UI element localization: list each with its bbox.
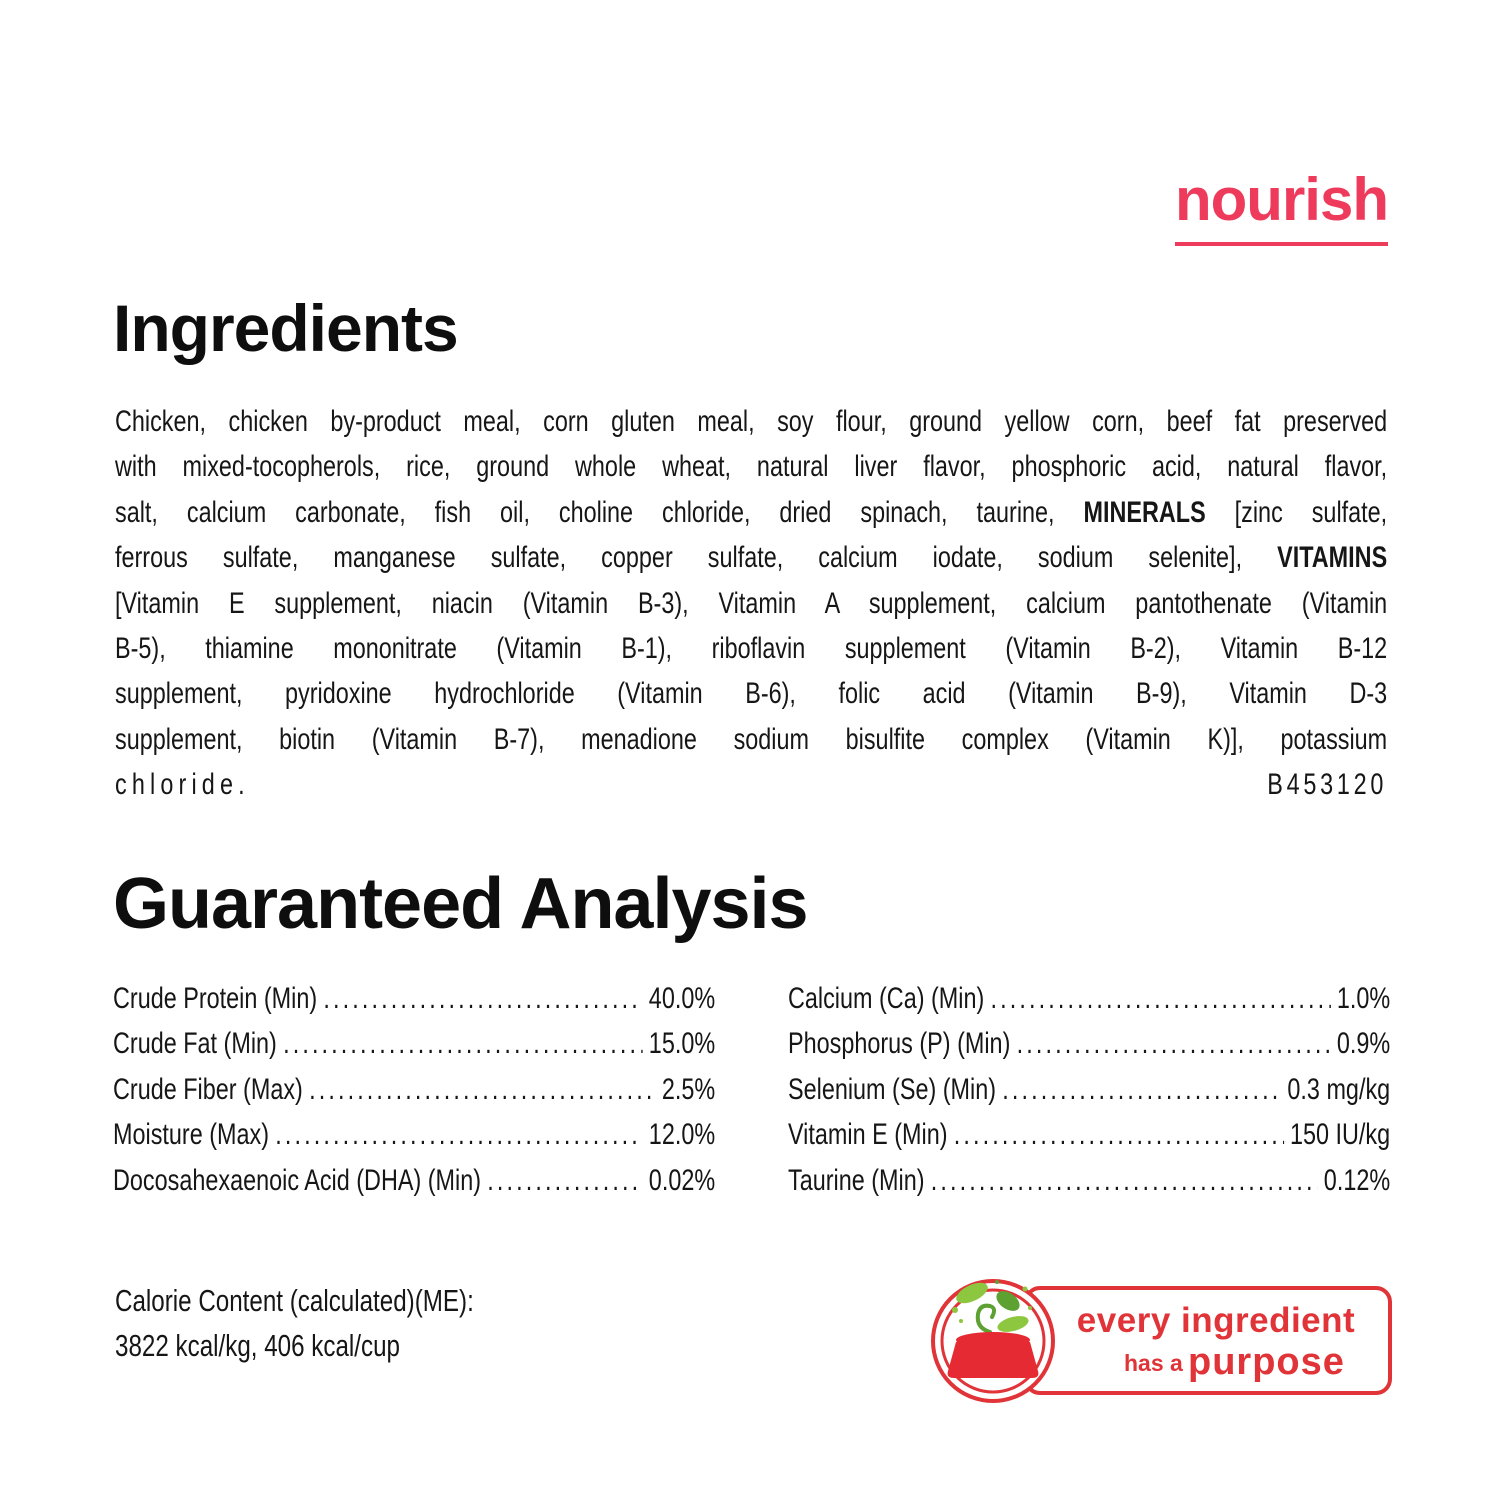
leaf-dot (959, 1319, 963, 1323)
dot-leader (283, 1021, 642, 1066)
ingredients-line (115, 444, 1387, 489)
logo-underline (1175, 242, 1388, 246)
ingredients-line (115, 399, 1387, 444)
badge-line2-small-text: has a (1124, 1350, 1183, 1376)
ingredients-text: salt, calcium carbonate, fish oil, choline chloride, dried spinach, taurine, (115, 495, 1084, 529)
guaranteed-analysis-title: Guaranteed Analysis (113, 864, 808, 944)
analysis-label: Phosphorus (P) (Min) (788, 1027, 1011, 1061)
dot-leader (1002, 1067, 1281, 1112)
dot-leader (309, 1067, 655, 1112)
analysis-row (113, 1021, 715, 1066)
ingredients-title: Ingredients (113, 291, 458, 365)
analysis-value: 2.5% (661, 1072, 716, 1106)
dot-leader (487, 1158, 642, 1203)
analysis-label: Selenium (Se) (Min) (788, 1072, 997, 1106)
ingredients-text: Chicken, chicken by-product meal, corn gluten meal, soy flour, ground yellow corn, beef fat preserved (115, 405, 1388, 438)
bowl-body (948, 1342, 1039, 1378)
pet-bowl-icon (948, 1332, 1039, 1378)
leaf-dot (1023, 1287, 1028, 1292)
leaf-dot (995, 1280, 999, 1284)
analysis-row (788, 1021, 1390, 1066)
analysis-value: 15.0% (648, 1027, 716, 1061)
ingredients-last-line (115, 762, 1387, 807)
analysis-value: 0.02% (648, 1163, 716, 1197)
analysis-row (113, 1158, 715, 1203)
analysis-row (788, 1067, 1390, 1112)
calorie-content-values: 3822 kcal/kg, 406 kcal/cup (115, 1328, 400, 1363)
ingredients-text: [zinc sulfate, (1205, 495, 1388, 529)
ingredients-line (115, 717, 1387, 762)
analysis-value: 150 IU/kg (1289, 1118, 1391, 1152)
analysis-label: Calcium (Ca) (Min) (788, 982, 985, 1015)
dot-leader (275, 1112, 642, 1157)
leaf-dot (952, 1307, 958, 1313)
analysis-value: 1.0% (1336, 982, 1391, 1015)
calorie-content (115, 1278, 817, 1368)
ingredients-text: with mixed-tocopherols, rice, ground whole wheat, natural liver flavor, phosphoric acid, natural flavor, (115, 450, 1388, 484)
dot-leader (991, 976, 1331, 1021)
analysis-left-column (113, 976, 715, 1203)
ingredients-bold-text: MINERALS (1083, 495, 1206, 529)
analysis-label: Crude Protein (Min) (113, 982, 318, 1015)
dot-leader (1017, 1021, 1331, 1066)
badge-line1-text: every ingredient (1076, 1301, 1356, 1340)
analysis-value: 40.0% (648, 982, 716, 1015)
analysis-row (113, 1112, 715, 1157)
ingredients-paragraph (115, 399, 1387, 808)
batch-code: B453120 (1267, 768, 1388, 802)
ingredients-line (115, 490, 1387, 535)
brand-logo-text: nourish (1175, 166, 1388, 233)
analysis-row (788, 1158, 1390, 1203)
ingredients-text: [Vitamin E supplement, niacin (Vitamin B-3), Vitamin A supplement, calcium pantothenate (Vitamin (115, 586, 1388, 620)
analysis-row (788, 976, 1390, 1021)
analysis-label: Crude Fiber (Max) (113, 1072, 303, 1106)
dot-leader (954, 1112, 1284, 1157)
analysis-row (113, 976, 715, 1021)
ingredients-line (115, 671, 1387, 716)
ingredients-text: ferrous sulfate, manganese sulfate, copper sulfate, calcium iodate, sodium selenite], (115, 541, 1278, 575)
ingredients-text: B-5), thiamine mononitrate (Vitamin B-1), riboflavin supplement (Vitamin B-2), Vitamin B-12 (115, 632, 1388, 666)
badge-line2-big-text: purpose (1188, 1341, 1345, 1383)
every-ingredient-badge (926, 1266, 1404, 1414)
ingredients-text: supplement, pyridoxine hydrochloride (Vitamin B-6), folic acid (Vitamin B-9), Vitamin D-3 (115, 677, 1388, 711)
ingredients-text: supplement, biotin (Vitamin B-7), menadione sodium bisulfite complex (Vitamin K)], potassium (115, 722, 1388, 756)
leaf-dot (1028, 1306, 1032, 1310)
dot-leader (323, 976, 642, 1021)
ingredients-line (115, 626, 1387, 671)
calorie-content-label: Calorie Content (calculated)(ME): (115, 1283, 474, 1318)
brand-logo (1175, 166, 1388, 246)
analysis-value: 0.9% (1336, 1027, 1391, 1061)
analysis-label: Crude Fat (Min) (113, 1027, 277, 1061)
analysis-label: Moisture (Max) (113, 1118, 270, 1152)
analysis-value: 0.3 mg/kg (1287, 1072, 1391, 1106)
analysis-row (113, 1067, 715, 1112)
dot-leader (931, 1158, 1318, 1203)
analysis-value: 0.12% (1323, 1163, 1391, 1197)
analysis-value: 12.0% (648, 1118, 716, 1152)
analysis-label: Vitamin E (Min) (788, 1118, 948, 1152)
analysis-label: Taurine (Min) (788, 1163, 925, 1197)
analysis-right-column (788, 976, 1390, 1203)
ingredients-bold-text: VITAMINS (1277, 541, 1388, 575)
ingredients-text: chloride. (115, 768, 250, 802)
analysis-row (788, 1112, 1390, 1157)
ingredients-line (115, 535, 1387, 580)
ingredients-line (115, 581, 1387, 626)
analysis-label: Docosahexaenoic Acid (DHA) (Min) (113, 1163, 482, 1197)
